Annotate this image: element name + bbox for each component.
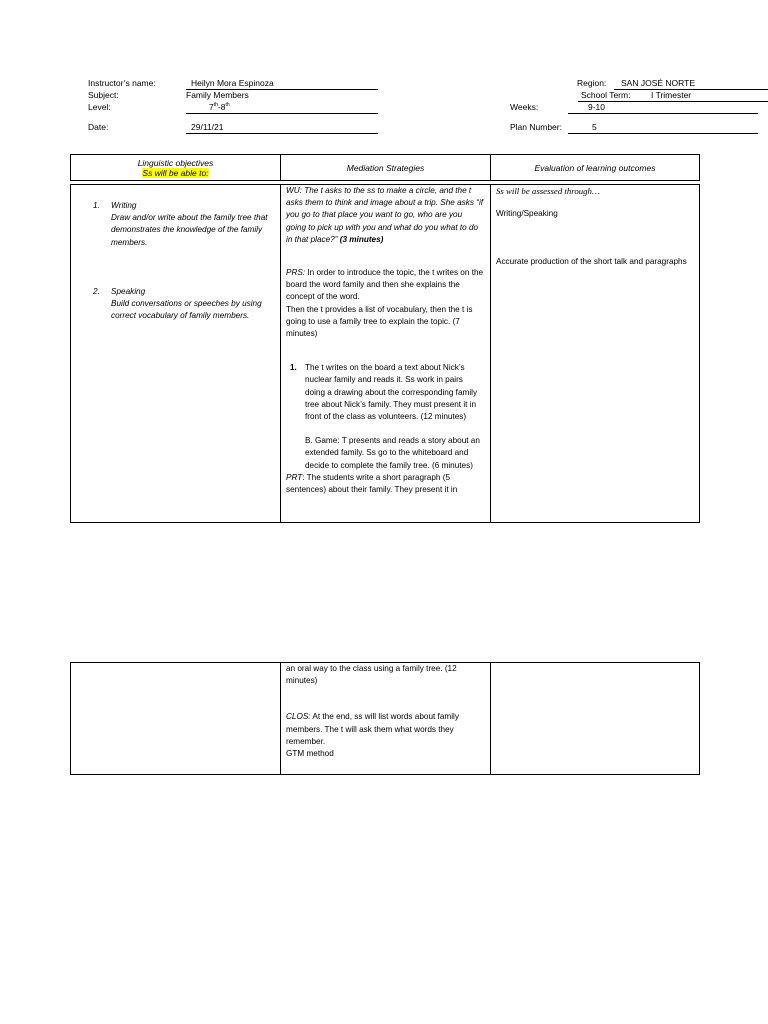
weeks-underline xyxy=(568,113,758,114)
method-text: GTM method xyxy=(286,749,334,759)
evaluation-cell xyxy=(491,185,700,523)
date-label: Date: xyxy=(88,122,109,132)
subject-label: Subject: xyxy=(88,90,119,100)
weeks-label: Weeks: xyxy=(510,102,539,112)
objective-writing: 1. Writing Draw and/or write about the family tree that demonstrates the knowledge of the family members. xyxy=(93,201,268,247)
objectives-header: Linguistic objectives Ss will be able to: xyxy=(71,155,281,181)
objective-speaking: 2. Speaking Build conversations or speeches by using correct vocabulary of family members. xyxy=(93,286,262,321)
warm-up-text: WU: The t asks to the ss to make a circle, and the t asks them to think and image about a trip. She asks “if you go to that place you want to go, who are you going to pick up with you and what do you what to do in that place?” (3 minutes) xyxy=(286,186,484,244)
plan-body-table xyxy=(70,184,700,523)
date-underline xyxy=(186,133,378,134)
evaluation-criteria: Accurate production of the short talk and paragraphs xyxy=(496,257,687,267)
closure-text: CLOS: At the end, ss will list words about family members. The t will ask them what words they remember. xyxy=(286,712,459,746)
production-text-cont: an oral way to the class using a family tree. (12 minutes) xyxy=(286,664,457,686)
strategies-header: Mediation Strategies xyxy=(281,155,491,181)
term-underline xyxy=(578,101,768,102)
evaluation-intro: Ss will be assessed through… xyxy=(496,186,600,196)
objectives-cell-cont xyxy=(71,663,281,775)
production-text: PRT: The students write a short paragraph (5 sentences) about their family. They present it in xyxy=(286,472,458,495)
term-value: I Trimester xyxy=(651,90,692,100)
plan-header-table xyxy=(70,154,700,181)
objectives-cell xyxy=(71,185,281,523)
instructor-value: Heilyn Mora Espinoza xyxy=(191,78,274,88)
term-label: School Term: xyxy=(581,90,631,100)
presentation-text: PRS: In order to introduce the topic, the t writes on the board the word family and then she explains the concept of the word. xyxy=(286,268,484,302)
level-value: 7th-8th xyxy=(209,102,230,112)
evaluation-header: Evaluation of learning outcomes xyxy=(491,155,700,181)
subject-value: Family Members xyxy=(186,90,249,100)
level-underline xyxy=(186,113,378,114)
objectives-subheader: Ss will be able to: xyxy=(142,167,209,178)
level-label: Level: xyxy=(88,102,111,112)
evaluation-cell-cont xyxy=(491,663,700,775)
plan-number-value: 5 xyxy=(592,122,597,132)
strategies-cell-cont xyxy=(281,663,491,775)
instructor-label: Instructor’s name: xyxy=(88,78,156,88)
plan-number-label: Plan Number: xyxy=(510,122,562,132)
strategies-cell xyxy=(281,185,491,523)
region-label: Region: xyxy=(577,78,607,88)
plan-number-underline xyxy=(568,133,758,134)
evaluation-type: Writing/Speaking xyxy=(496,209,558,219)
date-value: 29/11/21 xyxy=(191,122,224,132)
practice-step-1: 1. The t writes on the board a text about Nick’s nuclear family and reads it. Ss work in pairs doing a drawing about the corresponding family tree about Nick’s family. They must present it in front of the class as volunteers. (12 minutes) xyxy=(290,363,478,422)
plan-continuation-table xyxy=(70,662,700,775)
weeks-value: 9-10 xyxy=(588,102,606,112)
practice-step-b: B. Game: T presents and reads a story about an extended family. Ss go to the whiteboard and decide to complete the family tree. (6 minutes) xyxy=(305,436,480,470)
region-value: SAN JOSÉ NORTE xyxy=(621,78,695,88)
presentation-text-2: Then the t provides a list of vocabulary, then the t is going to use a family tree to explain the topic. (7 minutes) xyxy=(286,304,473,339)
